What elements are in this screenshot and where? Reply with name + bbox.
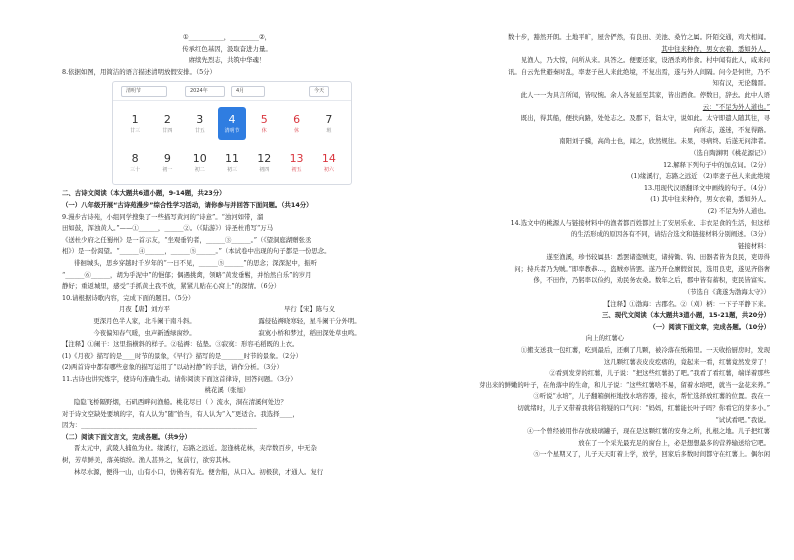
passage-line: 数十步，豁然开朗。土地平旷，屋舍俨然，有良田、美池、桑竹之属。阡陌交通，鸡犬相闻。 [507,33,770,41]
text-line: (1)《月夜》描写的是____时节的景象，《早行》描写的是_______时节的景象。（2分） [62,351,302,360]
calendar-day-weekend[interactable]: 14 初六 [321,152,336,174]
passage-line: 南阳刘子骥，高尚士也，闻之，欣然规往。未果，寻病终。后遂无问津者。 [559,137,770,146]
text-line: “______⑥______，胡为乎泥中”的悒郁；偶遇挑禽，领略“黄发垂髫，并怡然自乐”的岁月 [62,270,312,279]
question-13: 13.用现代汉语翻译文中画线的句子。（4分） [643,183,770,192]
year-select[interactable]: 2024年 [185,86,225,97]
article-line: 切就绪时，儿子又带着我将信将疑的口气问：“妈妈，红薯能长叶子吗？你看它的芽多小。” [517,404,770,412]
poem-titles [62,304,392,316]
calendar-day[interactable]: 2 廿四 [162,113,173,135]
poem-row [62,328,392,340]
blank-line: ①___________，_________②， [182,33,272,41]
annotation-line: 【注释】①渤海：古郡名。②（刈）柄：一下子平静下来。 [603,299,770,308]
poem-line: 隐隐飞桥隔野烟，石矶西畔问渔船。桃花尽日（ ）流水，洞在清溪何处边？ [74,398,287,407]
poem-line: 今夜偏知春气暖，虫声新透绿窗纱。 [93,328,196,337]
material-line: 侈，不田作，乃躬率以俭约，劝民务农桑。数年之后，郡中皆有蓄积，吏民皆富实。 [533,276,770,285]
passage-line: 知有汉，无论魏晋。 [712,79,770,88]
passage-line: 晋太元中，武陵人捕鱼为业。缘溪行，忘路之远近。忽逢桃花林，夹岸数百步，中无杂 [74,444,317,453]
month-select[interactable]: 4月 [231,86,265,97]
subsection-heading: （二）阅读下面文言文，完成各题。（共9分） [62,432,192,441]
text-line: 9.漫步古诗苑，小组同学搜集了一些描写黄河的“诗意”。“浊河如带，溜 [62,212,264,221]
question-14: 14.选文中的桃源人与链接材料中的渔者都百姓都过上了安居乐业、丰衣足食的生活，但这样 [510,218,770,227]
article-line: “试试看吧。”我说。 [715,415,770,424]
question-11: 11.古诗也讲究炼字，使诗句准确生动。请你阅读下面这首律诗，回答问题。（3分） [62,374,297,383]
material-heading: 链接材料： [738,241,770,250]
text-line: 相》）是一份渴望。“______④______，______⑤______。”（本试卷中出现的句子都是一份思念。 [62,247,331,256]
material-line: 问；持兵者乃为贼。”即率教恭…，盗贼亦皆罢。遂乃开仓廪假贫民，选用良吏，遂见齐俗奢 [514,264,770,273]
calendar-day-weekend[interactable]: 13 初五 [289,152,304,174]
article-line: 这几颗红薯表皮皮疙瘩的，竟起来一看，红薯竟然发芽了！ [603,357,770,366]
article-title: 向上的红薯心 [585,334,625,343]
question-12: 12.解释下列句子中的加点词。（2分） [663,160,770,169]
poem-line: 赓续先烈志，共筑中华魂！ [188,56,266,65]
poem-line: 传承红色基因，汲取奋进力量。 [182,44,272,53]
source-note: （选自陶渊明《桃花源记》） [690,148,770,157]
passage-line: 见渔人，乃大惊，问所从来。具答之。便要还家，设酒杀鸡作食。村中闻有此人，咸来问 [520,56,770,65]
article-line: 芽出来的鲜嫩的叶子，在角落中的生命，和儿子说：“这些红薯啥不易，留着水培吧，就当一盆花来养。” [479,380,770,389]
calendar-day-workday[interactable]: 7 班 [325,113,333,135]
calendar-day[interactable]: 8 三十 [130,152,141,174]
calendar-day[interactable]: 1 廿三 [130,113,141,135]
section-heading: 三、现代文阅读（本大题共3道小题，15-21题，共20分） [602,311,770,320]
text-line: 的生活形成的原因各有不同，请结合选文和链接材料分别阐述。（3分） [571,230,770,239]
text-line: 【注释】①阑干：这里指横斜的样子。②毡褥：毡垫。③寂寞：形容毛稻既的上衣。 [62,340,299,349]
poem-line: 露侵毡褥晓寒轻，星斗阑干分外明。 [258,316,361,325]
poem-row [62,316,392,328]
article-line: ④一个曾经被用作存放玻璃罐子，现在是这颗红薯的安身之所，扎根之地。儿子把红薯 [527,427,770,436]
calendar-day-holiday[interactable]: 5 休 [260,113,268,135]
festival-select[interactable]: 清明节 [121,86,167,97]
calendar-day[interactable]: 11 初三 [224,152,239,174]
passage-line: 此人一一为具言所闻，皆叹惋。余人各复延至其家，皆出酒食。停数日，辞去。此中人语 [520,90,770,99]
section-heading: 二、古诗文阅读（本大题共6道小题，9-14题，共23分） [62,189,226,198]
underlined-sentence: 其中往来种作，男女衣着，悉如外人。 [661,44,770,53]
passage-line: 既出，得其船，便扶向路，处处志之。及郡下，诣太守，说如此。太守即遣人随其往，寻 [520,114,770,123]
article-line: ①搬支送我一包红薯，吃到最后，还剩了几颗，被冷落在纸箱里。一天收拾厨房时，发现 [520,346,770,355]
text-line: (2) 不足为外人道也。 [707,206,770,215]
subsection-heading: （一）八年级开展“古诗苑漫步”综合性学习活动，请你参与并回答下面问题。（共14分） [62,200,313,209]
passage-line: 讯。自云先世避秦时乱，率妻子邑人来此绝境，不复出焉，遂与外人间隔。问今是何世，乃不 [507,67,770,76]
today-button[interactable]: 今天 [309,86,329,97]
text-line: 徘徊城头，思乡穿越时千岁年的“一日不见，______⑤______”的思念；深深泥中，振听 [74,258,317,267]
calendar-day-selected[interactable]: 4 清明节 [218,107,246,140]
article-line: 放在了一个采光最充足的窗台上，必是想想最多的营养输送给它吧。 [578,438,770,447]
text-line: (1)缘溪行，忘路之远近 （2)率妻子邑人来此绝境 [630,172,770,181]
passage-line: 向所志，遂迷，不复得路。 [693,125,770,134]
calendar-day[interactable]: 3 廿五 [194,113,205,135]
text-line: (2)两首诗中都有哪些意象的描写运用了“以动衬静”的手法，请作分析。（3分） [62,363,283,372]
passage-line: 林尽水源，便得一山，山有小口，仿佛若有光。便舍船，从口入。初极狭，才通人。复行 [74,467,324,476]
calendar-day[interactable]: 10 初二 [192,152,207,174]
text-line: 静好；重返城里，感受“手抓黄土我不放，紧紧儿贴在心窝上”的深情。（6分） [62,282,281,291]
text-line: 《送杜少府之任蜀州》是一首示友，“坐观垂钓者，______③______。”（《望洞庭湖赠张丞 [62,235,312,244]
left-column [62,32,392,478]
calendar-day-holiday[interactable]: 6 休 [293,113,301,135]
source-note: （节选自《龚遂为渤海太守》） [683,288,770,297]
calendar-grid [121,107,343,179]
material-line: 遂至渔溪，珍书较属县：悉罢诸盗贼吏，诸持锄、钩、田器者皆为良民，吏毋得 [546,253,770,262]
text-line: (1) 其中往来种作，男女衣着，悉如外人。 [650,195,770,204]
text-line: 田如鼓，浑浊黄人。”——①______，______②。（《陆游》）诗圣杜甫写“万马 [62,224,274,233]
subsection-heading: （一）阅读下面文章，完成各题。（10分） [649,322,770,331]
poem-title-taohuaxi: 桃花溪（张旭） [204,386,250,395]
poem-title-yueye: 月夜【唐】刘方平 [118,305,171,314]
poem-line: 更深月色半人家，北斗阑干南斗斜。 [93,316,196,325]
right-column [440,32,770,461]
poem-line: 寂寞小桥和梦过，稻田深处草虫鸣。 [258,328,361,337]
holiday-calendar [112,81,352,185]
article-line: ⑤一个星期又了，儿子天天盯着上学，放学，回家后多数时间都守在红薯上。偶尔闲 [533,450,770,459]
question-10: 10.请根据诗歌内容，完成下面的题目。（5分） [62,293,195,302]
text-line: 对于诗文空缺处要填的字，有人认为“随”恰当，有人认为“入”更适合。我选择____， [62,409,299,418]
calendar-day[interactable]: 9 初一 [162,152,173,174]
poem-title-zaoxing: 早行【宋】陈与义 [283,305,336,314]
article-line: ③听说“水培”，儿子翻箱倒柜地找水培容器，接水，帮忙选择放红薯的位置。我在一 [533,392,770,401]
underlined-sentence: 云：“不足为外人道也。” [702,102,770,111]
article-line: ②看到发芽的红薯，儿子说：“把这些红薯扔了吧。”我看了看红薯，端详着那些 [549,369,770,378]
answer-line: 因为：_______________________________________________________ [62,421,257,430]
question-8: 8.依据如图，用简洁的语言描述清明放假安排。（5分） [62,67,216,76]
calendar-toolbar [113,82,351,101]
passage-line: 树，芳草鲜美，落英缤纷。渔人甚异之，复前行，欲穷其林。 [62,456,235,465]
calendar-day[interactable]: 12 初四 [257,152,272,174]
